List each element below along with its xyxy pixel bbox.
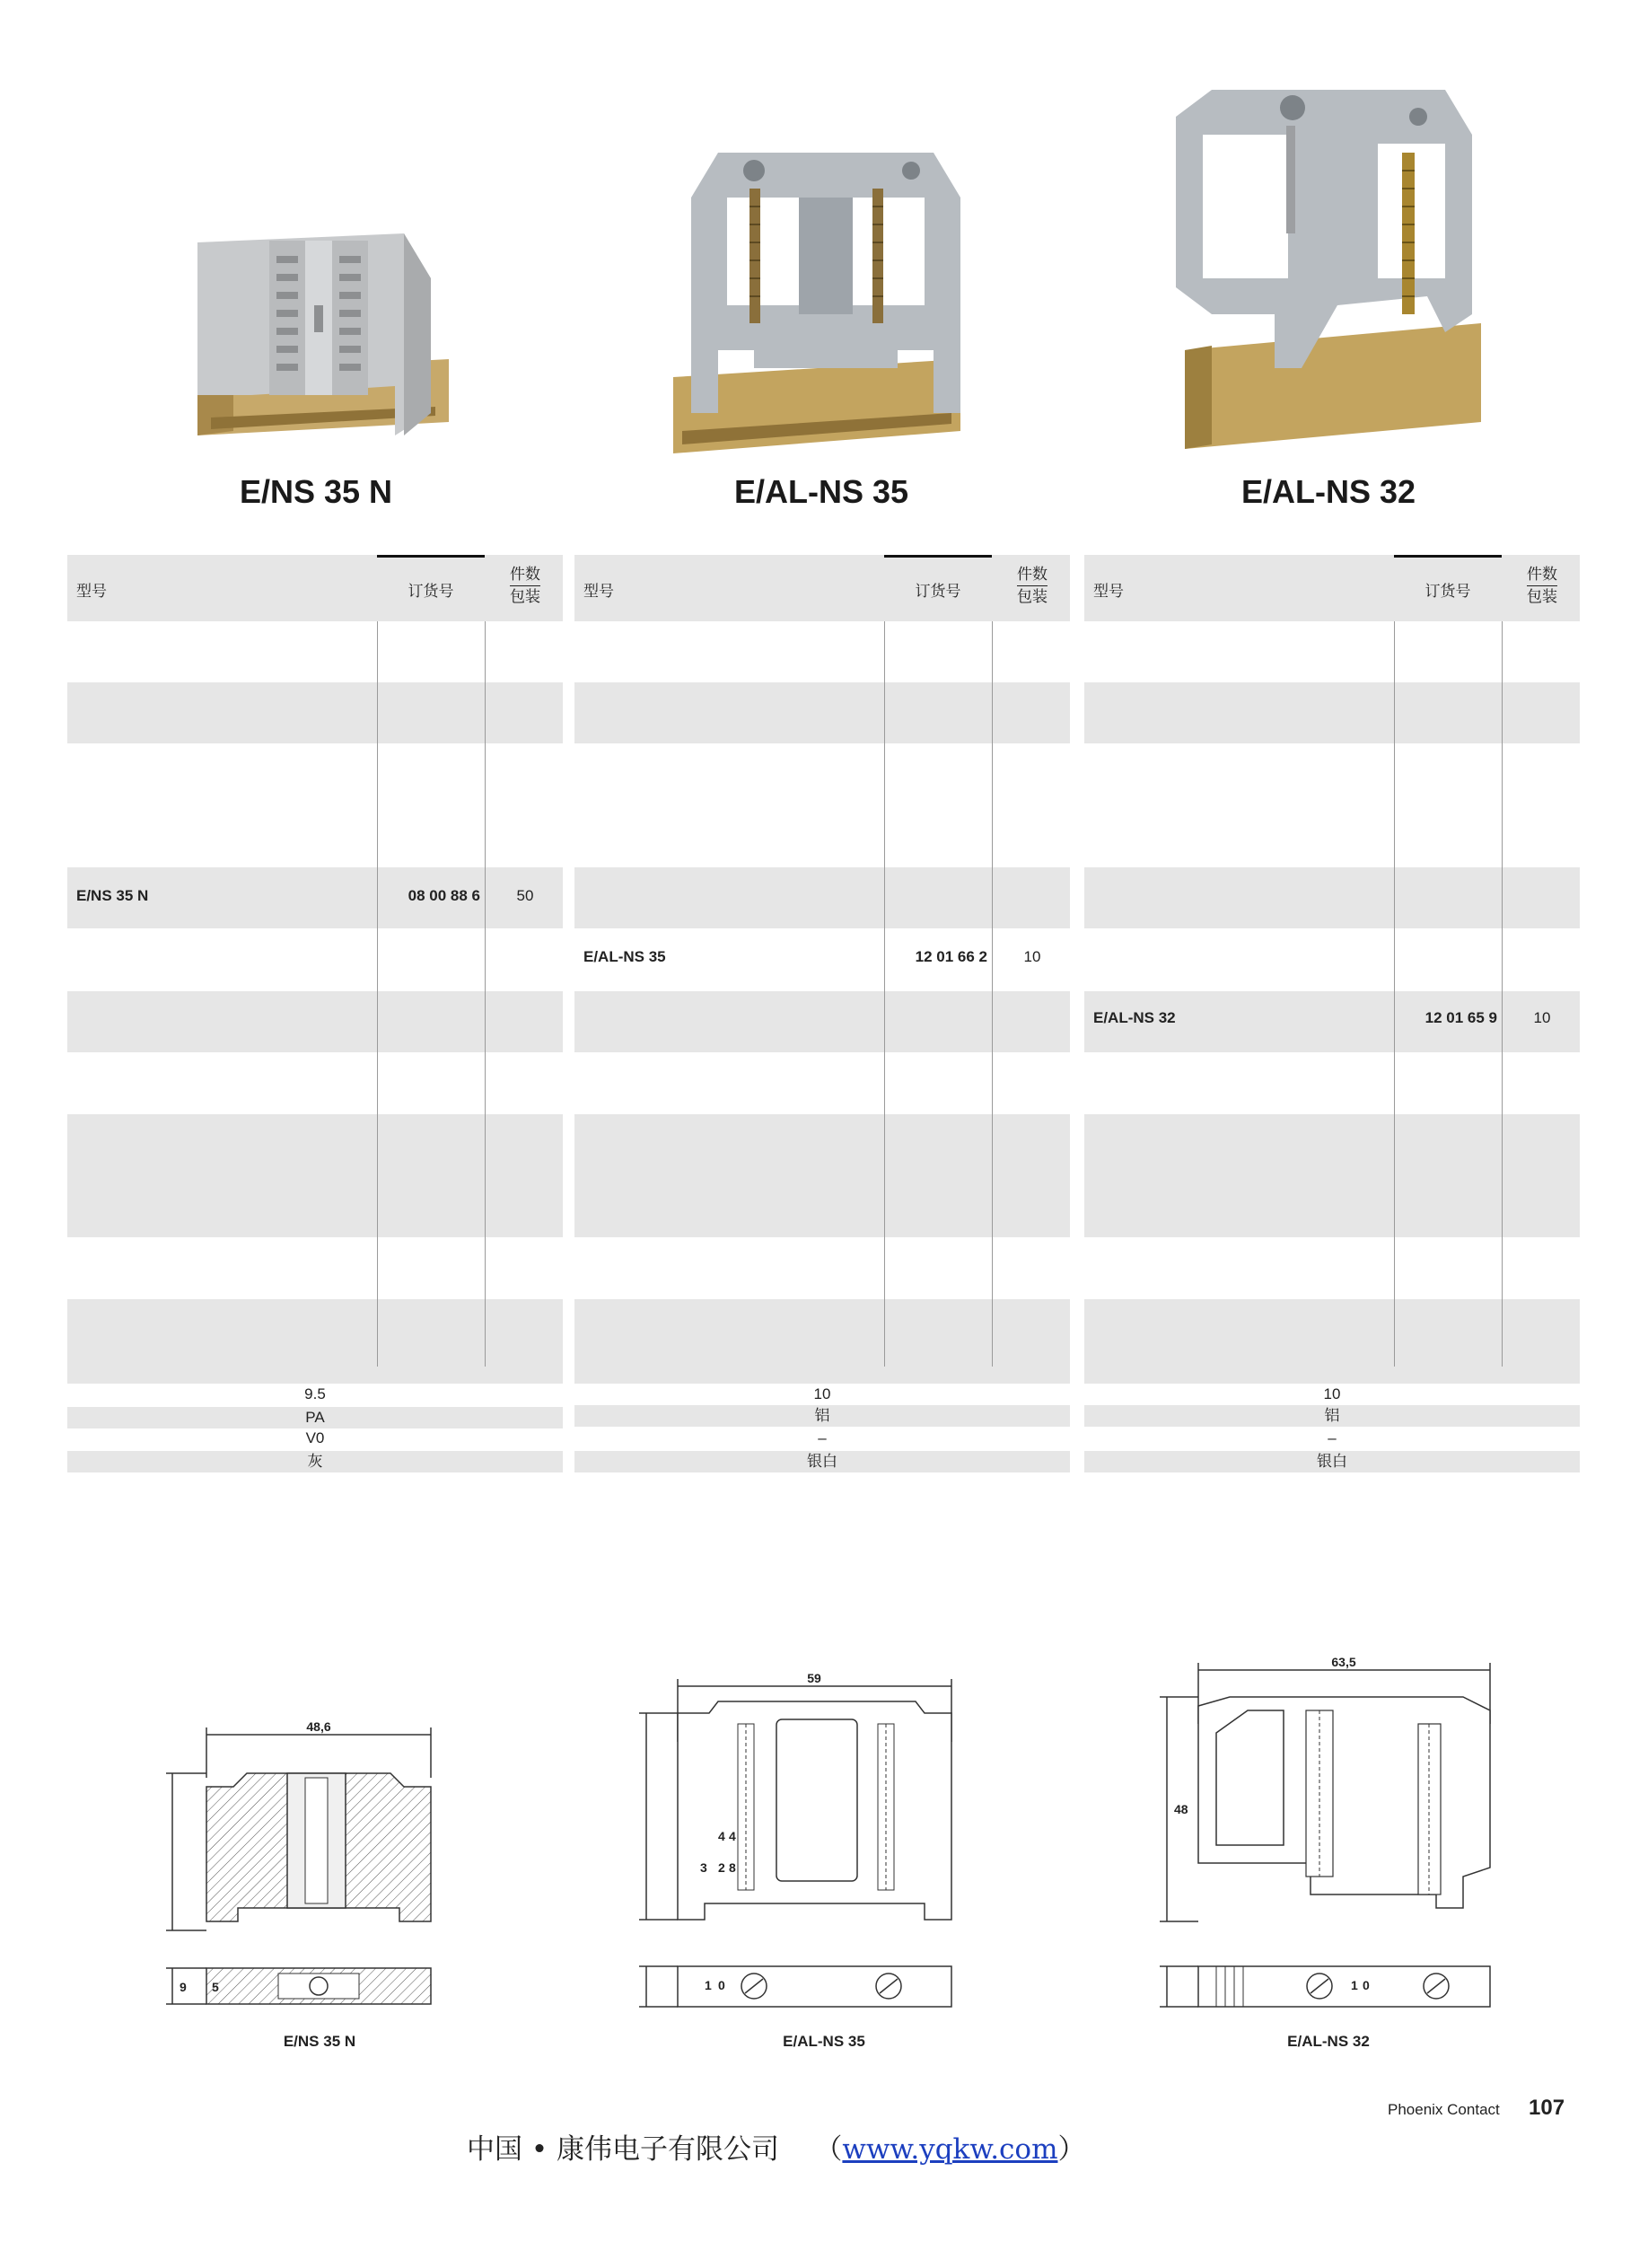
product-title: E/NS 35 N: [239, 473, 393, 510]
header-type: 型号: [76, 583, 107, 600]
dim-width: 48,6: [306, 1719, 331, 1734]
page-number: 107: [1529, 2096, 1565, 2120]
header-type: 型号: [583, 583, 614, 600]
entry-pack: 10: [1023, 948, 1041, 965]
dim: 0: [1363, 1978, 1370, 1992]
prop-value: 铝: [574, 1405, 1070, 1427]
dim: 3: [700, 1860, 707, 1875]
product-title: E/AL-NS 32: [1240, 473, 1416, 510]
prop-value: 10: [813, 1385, 831, 1402]
footer-brand: Phoenix Contact: [1388, 2101, 1500, 2118]
header-order-no: 订货号: [408, 583, 454, 600]
dim-depth-inner: 5: [212, 1980, 219, 1994]
prop-value: –: [1328, 1429, 1337, 1446]
distributor-name: 中国 • 康伟电子有限公司: [467, 2133, 779, 2166]
distributor-line: 中国 • 康伟电子有限公司 （www.yqkw.com）: [467, 2133, 1086, 2166]
header-type: 型号: [1093, 583, 1124, 600]
entry-type: E/AL-NS 32: [1093, 1009, 1176, 1026]
prop-value: 9.5: [304, 1385, 326, 1402]
dim-width: 63,5: [1331, 1655, 1356, 1669]
header-order-no: 订货号: [915, 583, 961, 600]
prop-value: 银白: [574, 1451, 1070, 1472]
prop-value: –: [818, 1429, 827, 1446]
photo-eal-ns35: [664, 144, 987, 458]
header-order-no: 订货号: [1424, 583, 1471, 600]
prop-value: 银白: [1084, 1451, 1580, 1472]
prop-value: 铝: [1084, 1405, 1580, 1427]
entry-order-no: 08 00 88 6: [408, 887, 480, 904]
header-pack: 件数 包装: [1527, 566, 1557, 605]
entry-type: E/AL-NS 35: [583, 948, 666, 965]
dim: 1: [1351, 1978, 1358, 1992]
spec-table-1: [67, 555, 563, 1480]
entry-order-no: 12 01 65 9: [1424, 1009, 1497, 1026]
dim: 8: [729, 1860, 736, 1875]
distributor-url-link[interactable]: www.yqkw.com: [842, 2133, 1058, 2166]
dim: 4: [729, 1829, 736, 1843]
photo-eal-ns32: [1158, 81, 1499, 458]
drawing-eal-ns32: [1149, 1652, 1508, 2029]
drawing-label: E/AL-NS 35: [783, 2033, 865, 2050]
prop-value: 10: [1323, 1385, 1341, 1402]
spec-table-3: [1084, 555, 1580, 1480]
dim: 0: [718, 1978, 725, 1992]
header-pack: 件数 包装: [510, 566, 540, 605]
prop-value: 灰: [67, 1451, 563, 1472]
drawing-label: E/AL-NS 32: [1287, 2033, 1370, 2050]
drawing-label: E/NS 35 N: [283, 2033, 356, 2050]
drawing-eal-ns35: [628, 1670, 987, 2029]
prop-value: PA: [67, 1407, 563, 1428]
header-pack: 件数 包装: [1017, 566, 1048, 605]
product-title: E/AL-NS 35: [733, 473, 909, 510]
entry-pack: 10: [1533, 1009, 1551, 1026]
dim-depth: 9: [180, 1980, 187, 1994]
spec-table-2: [574, 555, 1070, 1480]
dim: 2: [718, 1860, 725, 1875]
entry-pack: 50: [516, 887, 534, 904]
dim: 4: [718, 1829, 725, 1843]
drawing-ens35n: [162, 1715, 449, 2029]
photo-ens35n: [180, 224, 467, 449]
entry-type: E/NS 35 N: [76, 887, 149, 904]
dim: 1: [705, 1978, 712, 1992]
dim-height: 48: [1174, 1802, 1188, 1816]
entry-order-no: 12 01 66 2: [915, 948, 987, 965]
prop-value: V0: [305, 1429, 325, 1446]
dim-width: 59: [807, 1671, 821, 1685]
